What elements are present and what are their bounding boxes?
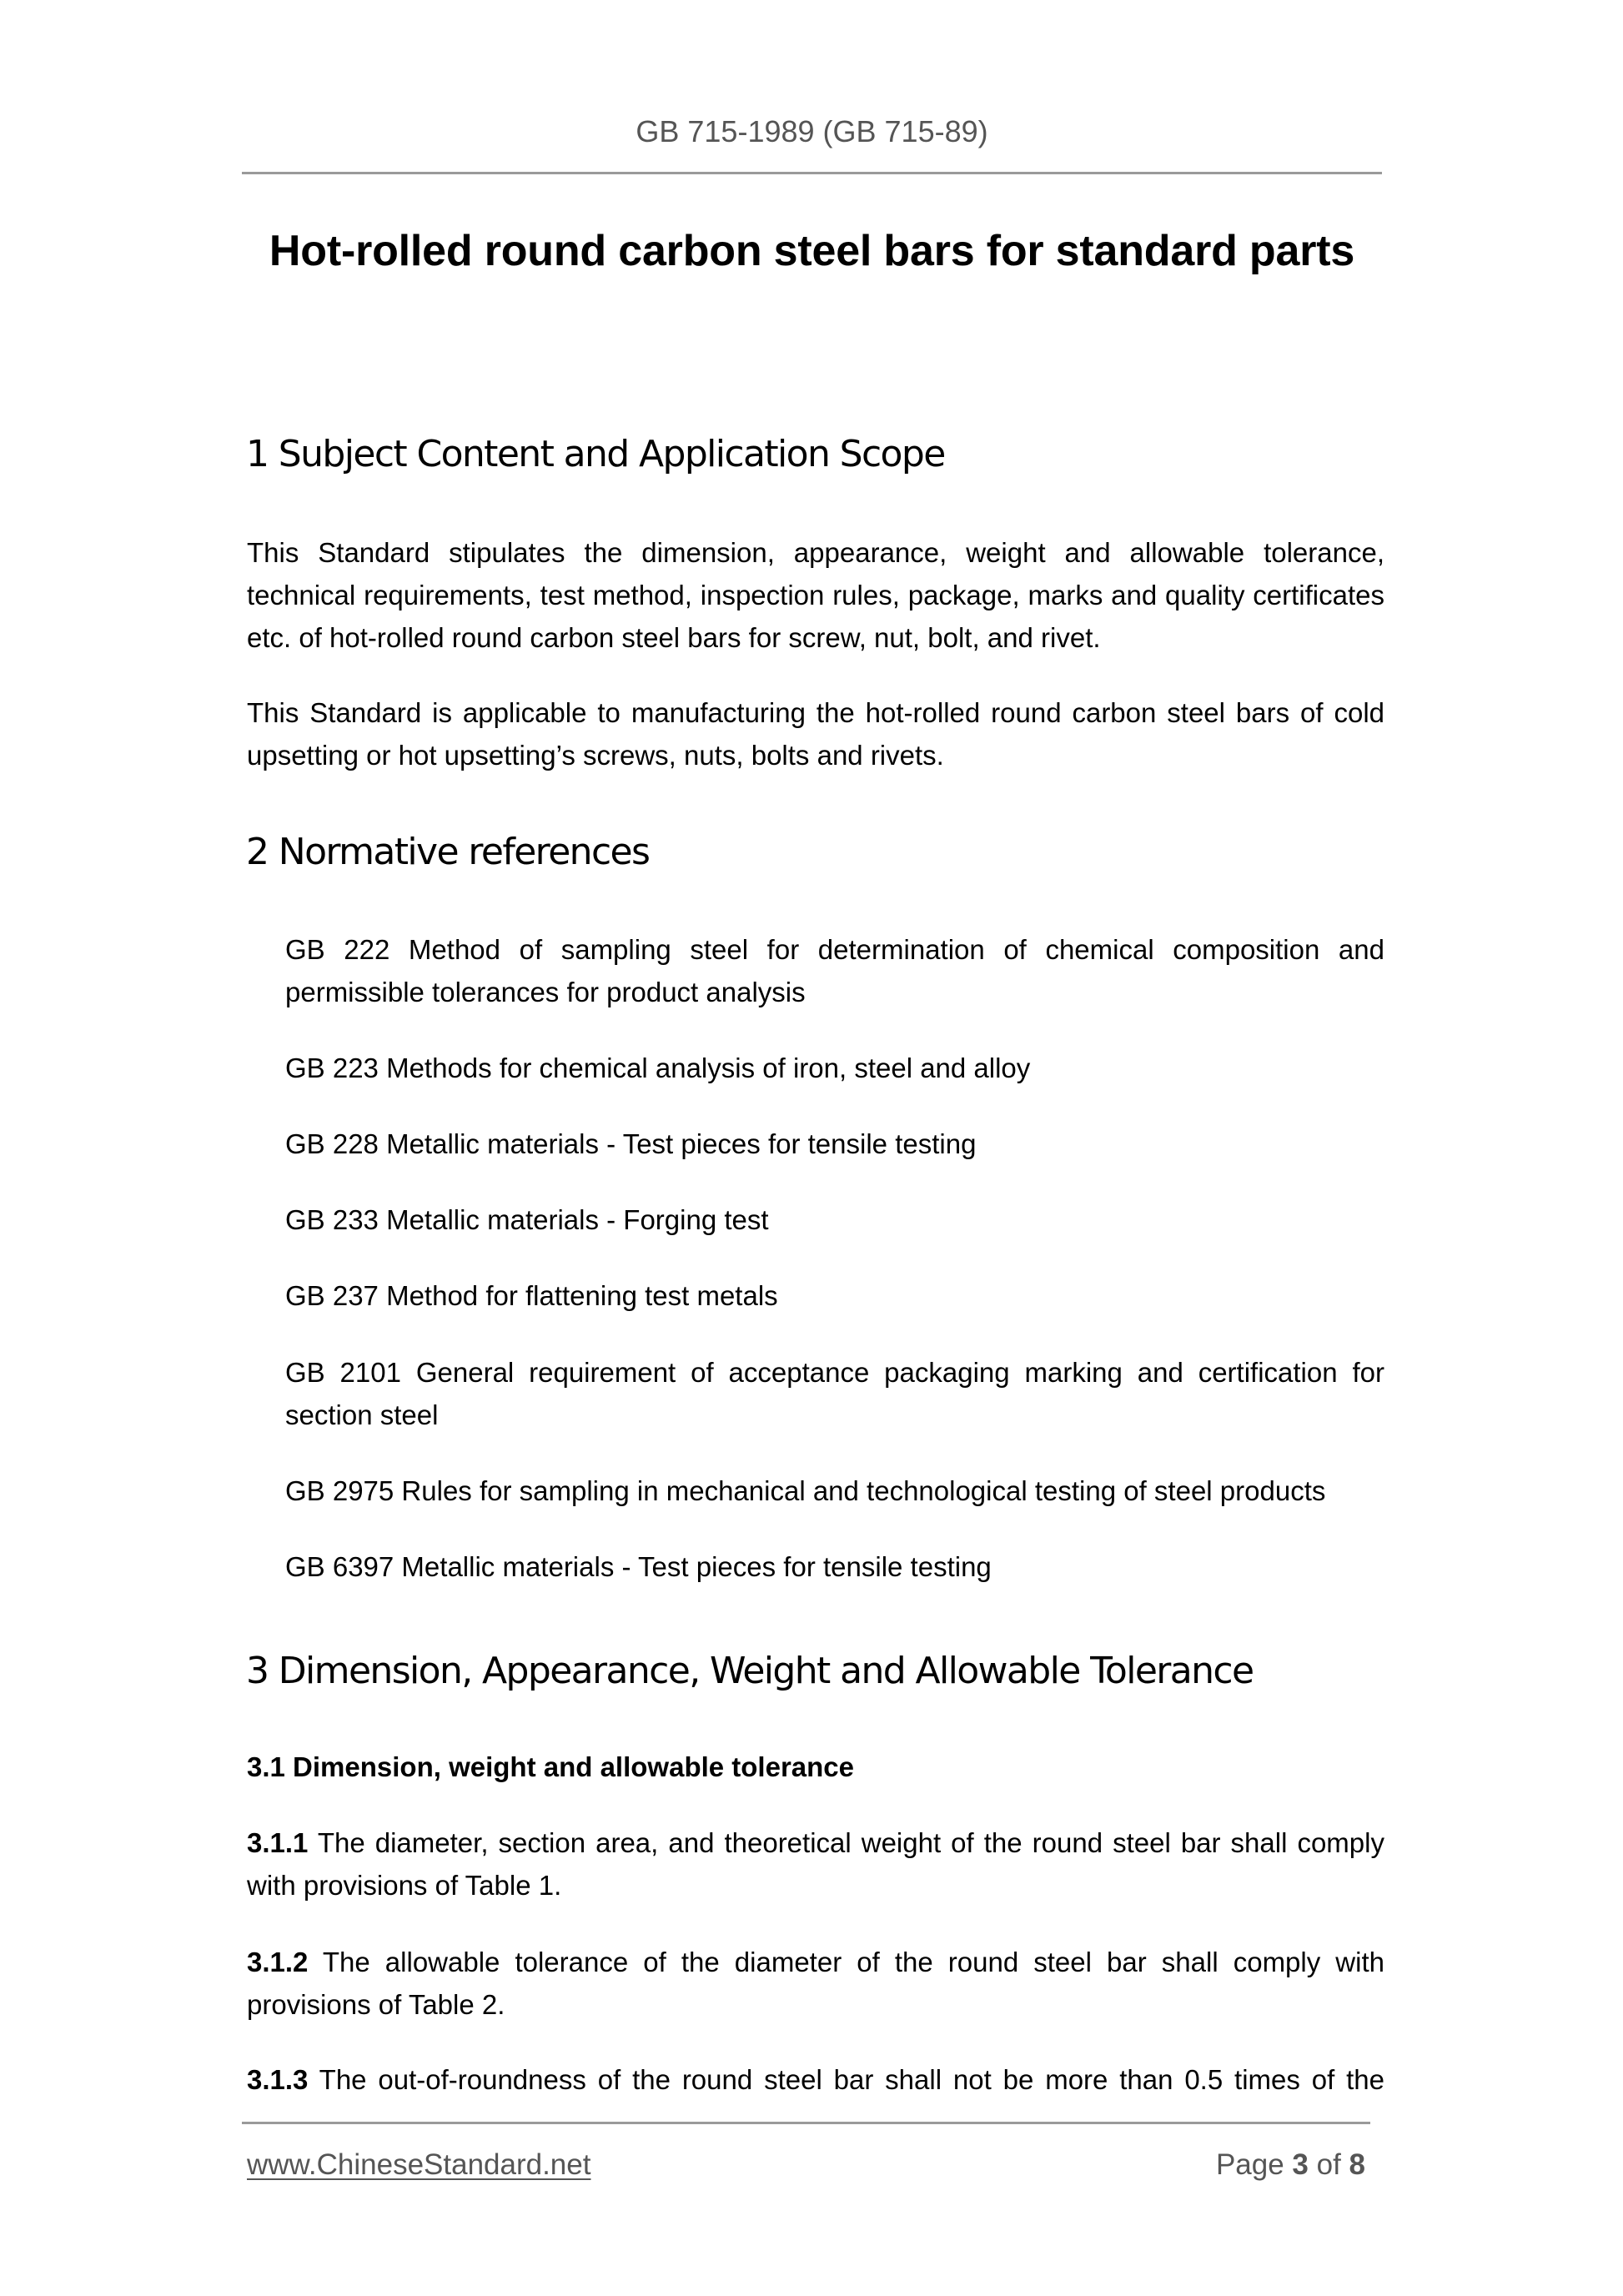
website-link[interactable]: www.ChineseStandard.net: [247, 2148, 591, 2181]
header-divider: [242, 172, 1382, 174]
page-current: 3: [1292, 2148, 1309, 2181]
section-1-paragraph-1: This Standard stipulates the dimension, appearance, weight and allowable tolerance, technical requirements, test method, inspection rules, package, marks and quality certificates etc. of hot-rolled round carbon steel bars for screw, nut, bolt, and rivet.: [247, 537, 1384, 653]
clause-text: The out-of-roundness of the round steel bar shall not be more than 0.5 times of the: [308, 2064, 1384, 2095]
running-header: GB 715-1989 (GB 715-89): [636, 114, 988, 148]
section-1-heading: 1 Subject Content and Application Scope: [246, 433, 945, 475]
clause-text: The allowable tolerance of the diameter of the round steel bar shall comply with provisions of Table 2.: [247, 1947, 1384, 2020]
page-separator: of: [1308, 2148, 1349, 2181]
reference-gb-237: GB 237 Method for flattening test metals: [285, 1280, 778, 1311]
section-2-heading: 2 Normative references: [246, 831, 650, 873]
reference-gb-2975: GB 2975 Rules for sampling in mechanical and technological testing of steel products: [285, 1475, 1326, 1506]
clause-number: 3.1.2: [247, 1947, 309, 1977]
clause-number: 3.1.3: [247, 2064, 309, 2095]
page-prefix: Page: [1215, 2148, 1293, 2181]
page-total: 8: [1349, 2148, 1365, 2181]
reference-gb-6397: GB 6397 Metallic materials - Test pieces for tensile testing: [285, 1551, 992, 1582]
footer-divider: [242, 2122, 1370, 2124]
clause-3-1-2: [247, 1941, 1384, 2026]
clause-number: 3.1.1: [247, 1827, 309, 1858]
reference-gb-233: GB 233 Metallic materials - Forging test: [285, 1204, 769, 1235]
clause-text: The diameter, section area, and theoretical weight of the round steel bar shall comply with provisions of Table 1.: [247, 1827, 1384, 1901]
section-1-paragraph-2: This Standard is applicable to manufacturing the hot-rolled round carbon steel bars of cold upsetting or hot upsetting’s screws, nuts, bolts and rivets.: [247, 697, 1384, 771]
reference-gb-228: GB 228 Metallic materials - Test pieces for tensile testing: [285, 1128, 977, 1159]
clause-3-1-3: [247, 2058, 1384, 2101]
reference-gb-2101: GB 2101 General requirement of acceptance packaging marking and certification for section steel: [285, 1357, 1384, 1430]
subsection-3-1-heading: 3.1 Dimension, weight and allowable tolerance: [247, 1751, 855, 1782]
section-3-heading: 3 Dimension, Appearance, Weight and Allowable Tolerance: [246, 1650, 1254, 1692]
reference-gb-223: GB 223 Methods for chemical analysis of iron, steel and alloy: [285, 1053, 1031, 1083]
page-indicator: [1216, 2145, 1365, 2185]
document-title: Hot-rolled round carbon steel bars for standard parts: [269, 227, 1355, 275]
clause-3-1-1: [247, 1821, 1384, 1907]
reference-gb-222: GB 222 Method of sampling steel for determination of chemical composition and permissible tolerances for product analysis: [285, 934, 1384, 1007]
